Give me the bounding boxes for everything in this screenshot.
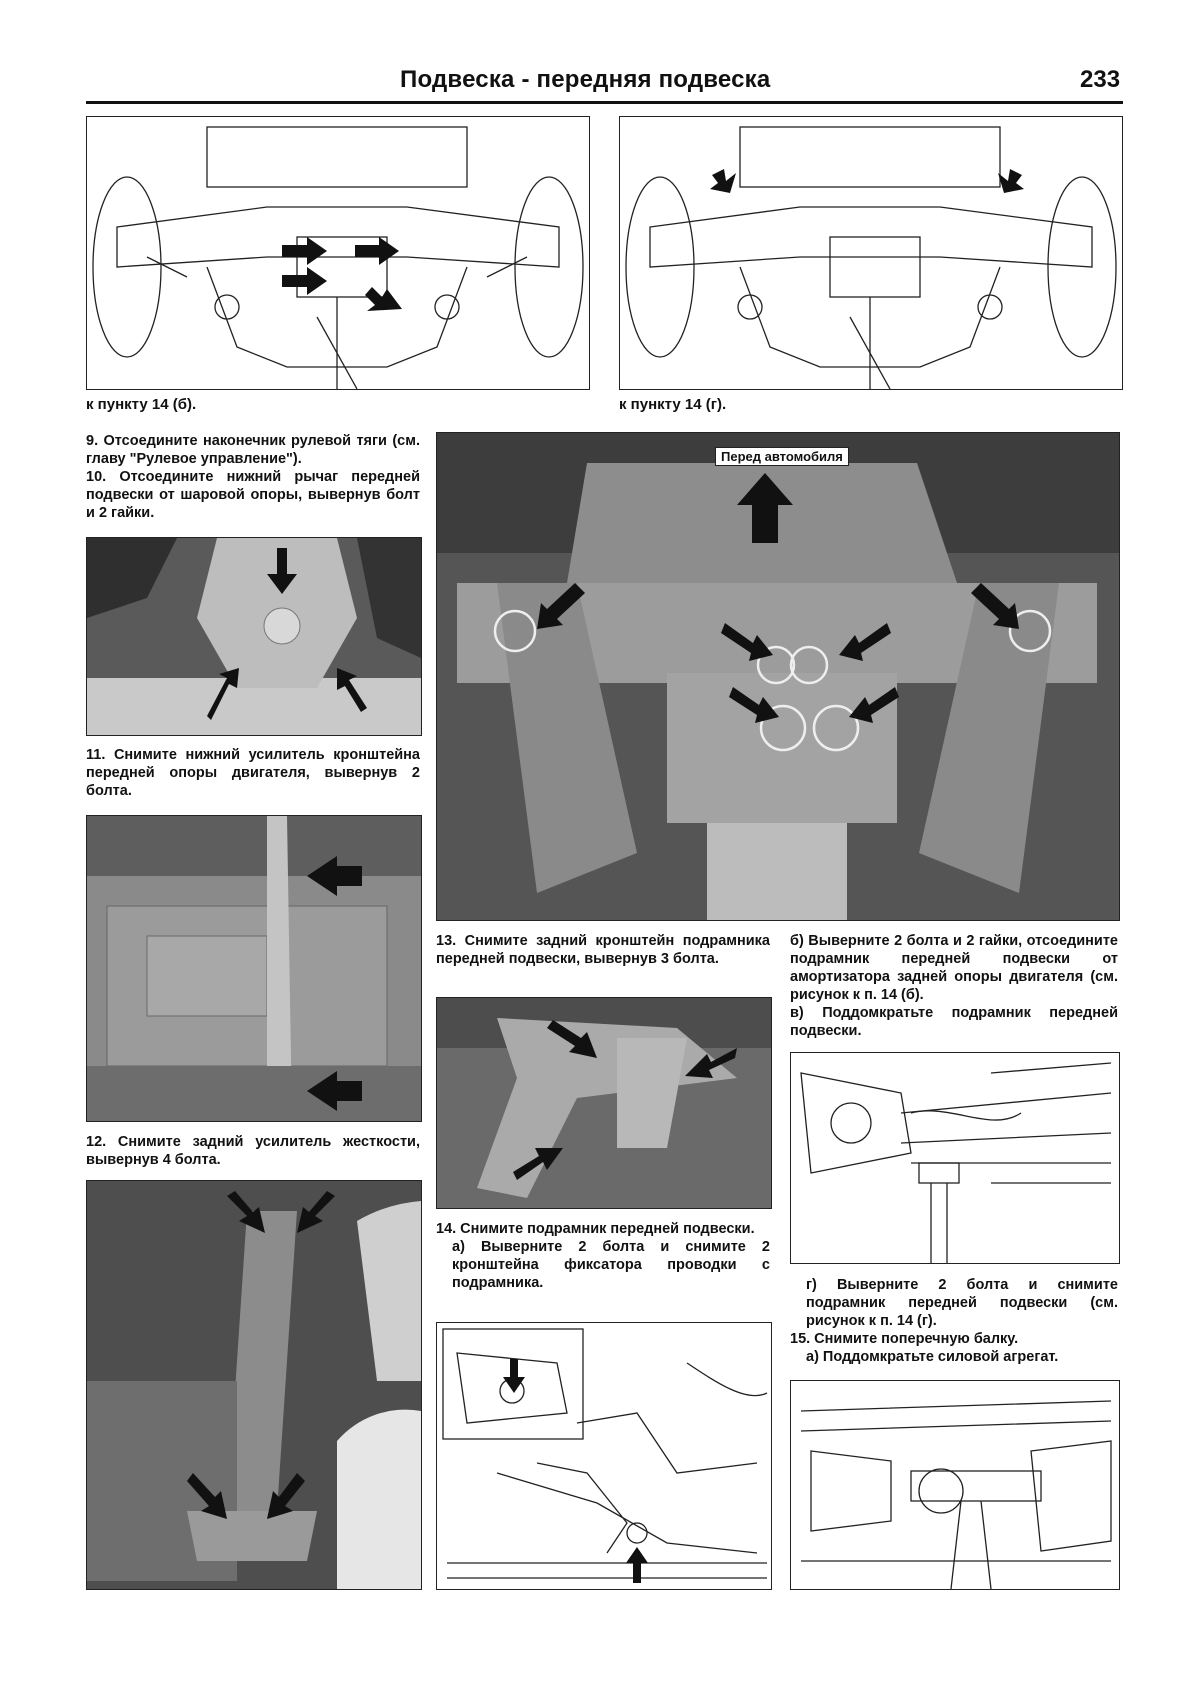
step-9: 9. Отсоедините наконечник рулевой тяги (см. главу "Рулевое управление"). — [86, 433, 420, 467]
step-15: 15. Снимите поперечную балку. — [790, 1331, 1019, 1347]
step-14b-v-text — [790, 932, 1118, 1040]
step-14: 14. Снимите подрамник передней подвески. — [436, 1221, 755, 1237]
step-15a: а) Поддомкратьте силовой агрегат. — [806, 1349, 1059, 1365]
step-14a: а) Выверните 2 болта и снимите 2 кронштейна фиксатора проводки с подрамника. — [452, 1239, 770, 1291]
photo-step-13 — [436, 997, 772, 1209]
figure-14b-caption: к пункту 14 (б). — [86, 396, 197, 413]
step-10: 10. Отсоедините нижний рычаг передней подвески от шаровой опоры, вывернув болт и 2 гайки. — [86, 469, 420, 521]
photo-step-10 — [86, 537, 422, 736]
photo-subframe-front — [436, 432, 1120, 921]
drawing-step-15a — [790, 1380, 1120, 1590]
step-12-text: 12. Снимите задний усилитель жесткости, вывернув 4 болта. — [86, 1134, 420, 1168]
photo-step-11 — [86, 815, 422, 1122]
step-9-10-text — [86, 432, 420, 522]
step-13-text: 13. Снимите задний кронштейн подрамника передней подвески, вывернув 3 болта. — [436, 933, 770, 967]
front-of-vehicle-label: Перед автомобиля — [715, 447, 849, 466]
step-14b: б) Выверните 2 болта и 2 гайки, отсоедините подрамник передней подвески от амортизатора задней опоры двигателя (см. рисунок к п. 14 (б). — [790, 933, 1118, 1003]
photo-step-12 — [86, 1180, 422, 1590]
figure-14b-drawing — [86, 116, 590, 390]
drawing-jack-subframe — [790, 1052, 1120, 1264]
figure-14g-caption: к пункту 14 (г). — [619, 396, 727, 413]
step-14v: в) Поддомкратьте подрамник передней подвески. — [790, 1005, 1118, 1039]
step-11-text: 11. Снимите нижний усилитель кронштейна передней опоры двигателя, вывернув 2 болта. — [86, 747, 420, 799]
step-14-text — [436, 1220, 770, 1292]
figure-14g-drawing — [619, 116, 1123, 390]
page-number: 233 — [1080, 66, 1121, 93]
drawing-step-14a — [436, 1322, 772, 1590]
step-14g-15-text — [790, 1276, 1118, 1366]
page-title: Подвеска - передняя подвеска — [400, 66, 771, 93]
step-14g: г) Выверните 2 болта и снимите подрамник передней подвески (см. рисунок к п. 14 (г). — [806, 1277, 1118, 1329]
header-divider — [86, 101, 1123, 104]
